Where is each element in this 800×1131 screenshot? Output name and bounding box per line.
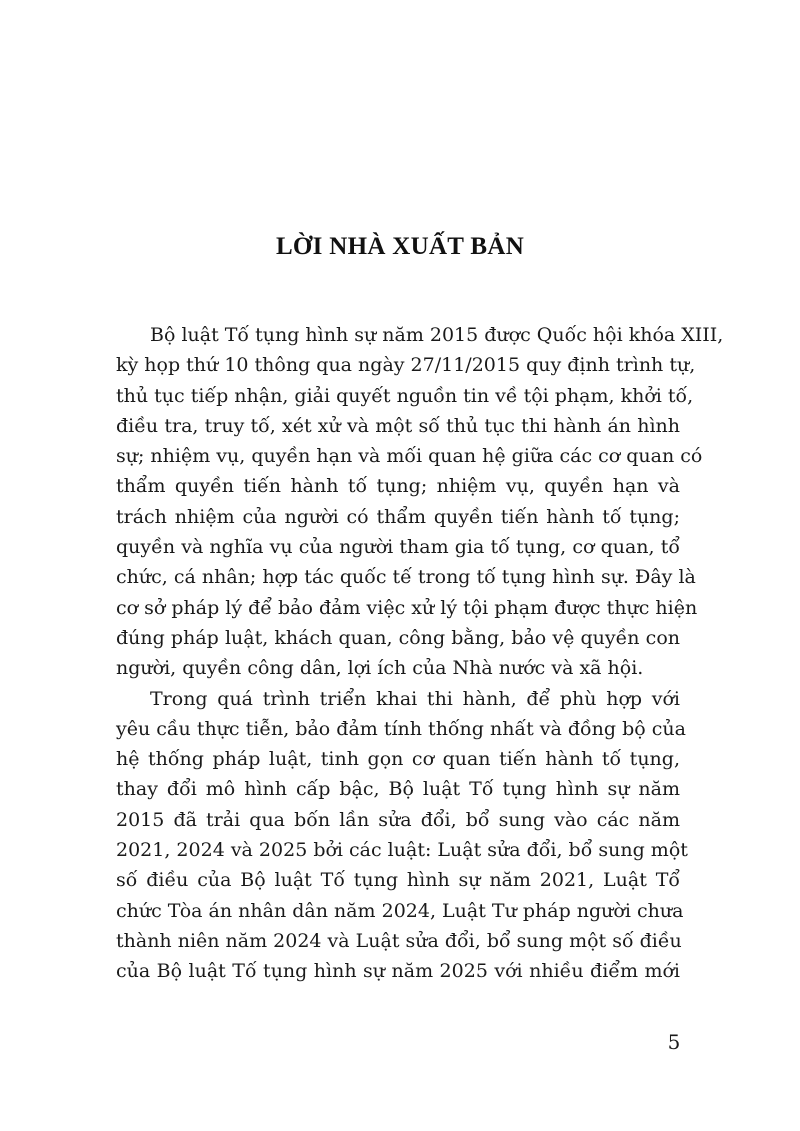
paragraph-2-line: yêu cầu thực tiễn, bảo đảm tính thống nhất và đồng bộ của (116, 717, 686, 740)
paragraph-2-line: Trong quá trình triển khai thi hành, để phù hợp với (150, 687, 680, 710)
paragraph-1-line: chức, cá nhân; hợp tác quốc tế trong tố tụng hình sự. Đây là (116, 566, 696, 589)
paragraph-1-line: Bộ luật Tố tụng hình sự năm 2015 được Quốc hội khóa XIII, (150, 324, 724, 346)
page-number: 5 (667, 1030, 681, 1054)
paragraph-1-line: người, quyền công dân, lợi ích của Nhà nước và xã hội. (116, 657, 644, 680)
paragraph-2-line: hệ thống pháp luật, tinh gọn cơ quan tiến hành tố tụng, (116, 748, 680, 771)
paragraph-1-line: kỳ họp thứ 10 thông qua ngày 27/11/2015 quy định trình tự, (116, 354, 696, 377)
page-title: LỜI NHÀ XUẤT BẢN (275, 233, 525, 260)
paragraph-1-line: đúng pháp luật, khách quan, công bằng, bảo vệ quyền con (116, 626, 680, 649)
paragraph-1-line: thủ tục tiếp nhận, giải quyết nguồn tin về tội phạm, khởi tố, (116, 384, 694, 407)
paragraph-1-line: sự; nhiệm vụ, quyền hạn và mối quan hệ giữa các cơ quan có (116, 445, 703, 468)
paragraph-1-line: điều tra, truy tố, xét xử và một số thủ tục thi hành án hình (116, 414, 680, 437)
paragraph-1-line: quyền và nghĩa vụ của người tham gia tố tụng, cơ quan, tổ (116, 536, 680, 559)
paragraph-1-line: trách nhiệm của người có thẩm quyền tiến hành tố tụng; (116, 505, 680, 528)
paragraph-2-line: chức Tòa án nhân dân năm 2024, Luật Tư pháp người chưa (116, 899, 684, 922)
paragraph-2-line: 2015 đã trải qua bốn lần sửa đổi, bổ sung vào các năm (116, 808, 680, 831)
paragraph-2-line: thành niên năm 2024 và Luật sửa đổi, bổ sung một số điều (116, 929, 682, 952)
paragraph-2-line: thay đổi mô hình cấp bậc, Bộ luật Tố tụng hình sự năm (116, 778, 680, 801)
paragraph-2-line: 2021, 2024 và 2025 bởi các luật: Luật sửa đổi, bổ sung một (116, 839, 688, 862)
paragraph-1-line: cơ sở pháp lý để bảo đảm việc xử lý tội phạm được thực hiện (116, 596, 698, 619)
paragraph-2-line: của Bộ luật Tố tụng hình sự năm 2025 với nhiều điểm mới (116, 960, 680, 983)
paragraph-2-line: số điều của Bộ luật Tố tụng hình sự năm 2021, Luật Tổ (116, 869, 680, 892)
paragraph-1-line: thẩm quyền tiến hành tố tụng; nhiệm vụ, quyền hạn và (116, 475, 680, 498)
body-text (116, 320, 724, 987)
